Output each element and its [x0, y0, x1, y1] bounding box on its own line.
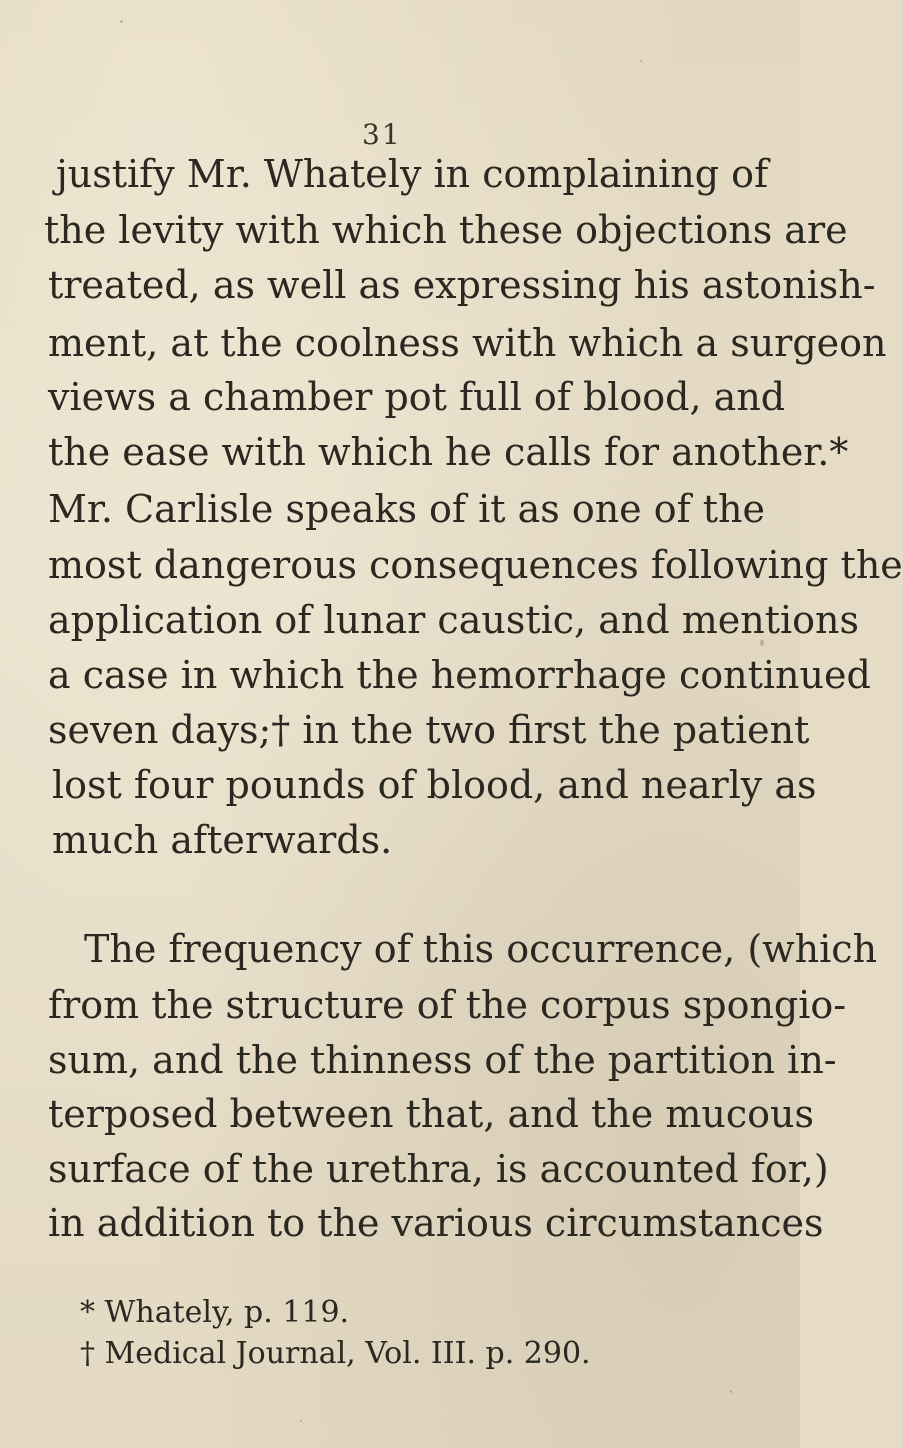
- page-number: 31: [362, 118, 402, 151]
- text-line: The frequency of this occurrence, (which: [84, 927, 878, 971]
- text-line: justify Mr. Whately in complaining of: [56, 152, 769, 196]
- text-line: the ease with which he calls for another.*: [48, 430, 849, 474]
- text-line: sum, and the thinness of the partition in-: [48, 1038, 837, 1082]
- paper-speck: [730, 1390, 732, 1393]
- footnote: † Medical Journal, Vol. III. p. 290.: [80, 1336, 591, 1371]
- paper-speck: [640, 60, 642, 62]
- text-line: seven days;† in the two first the patient: [48, 708, 810, 752]
- paper-speck: [760, 640, 764, 646]
- text-line: treated, as well as expressing his astonish-: [48, 263, 876, 307]
- text-line: much afterwards.: [52, 818, 393, 862]
- text-line: terposed between that, and the mucous: [48, 1092, 814, 1136]
- footnote: * Whately, p. 119.: [80, 1295, 350, 1330]
- text-line: in addition to the various circumstances: [48, 1201, 824, 1245]
- paper-speck: [300, 1420, 302, 1422]
- text-line: from the structure of the corpus spongio-: [48, 983, 847, 1027]
- text-line: most dangerous consequences following the: [48, 543, 903, 587]
- text-line: application of lunar caustic, and mentions: [48, 598, 860, 642]
- text-line: Mr. Carlisle speaks of it as one of the: [48, 487, 765, 531]
- text-line: views a chamber pot full of blood, and: [48, 375, 786, 419]
- paper-speck: [120, 20, 123, 23]
- text-line: surface of the urethra, is accounted for,): [48, 1147, 829, 1191]
- text-line: a case in which the hemorrhage continued: [48, 653, 871, 697]
- text-line: lost four pounds of blood, and nearly as: [52, 763, 817, 807]
- text-line: ment, at the coolness with which a surgeon: [48, 321, 887, 365]
- text-line: the levity with which these objections are: [44, 208, 848, 252]
